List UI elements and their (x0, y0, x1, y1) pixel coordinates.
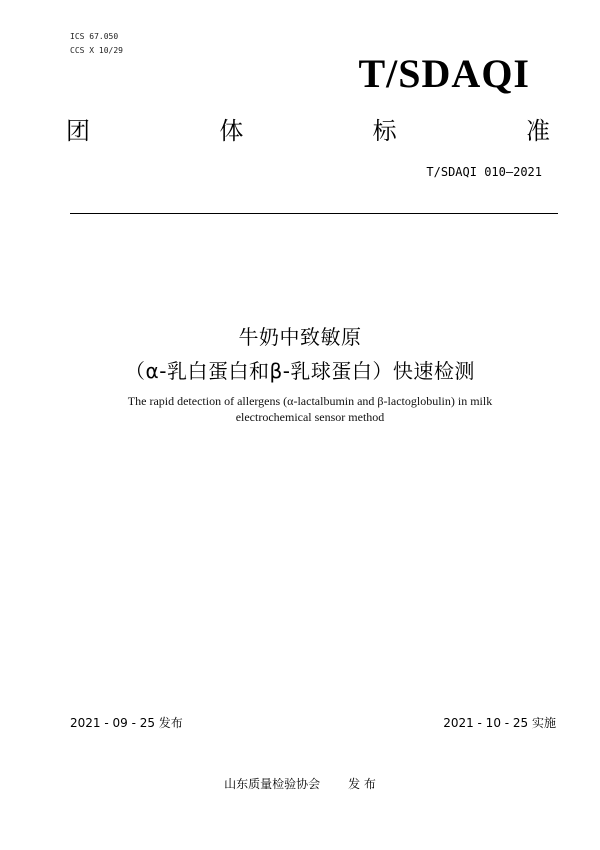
classification-codes (70, 30, 123, 58)
doc-type-char: 团 (66, 117, 90, 145)
publisher-name: 山东质量检验协会 (224, 777, 321, 791)
implementation-date: 2021 - 10 - 25 实施 (443, 716, 556, 730)
doc-type-char: 准 (525, 117, 550, 145)
header-divider (70, 213, 558, 214)
standard-brand: T/SDAQI (358, 51, 530, 96)
publisher-line (0, 775, 600, 793)
ics-code: ICS 67.050 (70, 32, 119, 41)
ccs-code: CCS X 10/29 (70, 46, 123, 55)
title-cn-line1: 牛奶中致敏原 (238, 325, 362, 349)
title-en-line2: electrochemical sensor method (235, 410, 385, 424)
title-en-line1: The rapid detection of allergens (α-lactalbumin and β-lactoglobulin) in milk (127, 394, 493, 408)
standard-number: T/SDAQI 010—2021 (426, 165, 542, 179)
publish-action: 发 布 (348, 777, 376, 791)
document-type (66, 114, 550, 148)
title-cn-line2: （α-乳白蛋白和β-乳球蛋白）快速检测 (125, 359, 475, 383)
release-date: 2021 - 09 - 25 发布 (70, 716, 183, 730)
doc-type-char: 标 (372, 117, 397, 145)
doc-type-char: 体 (219, 117, 244, 145)
